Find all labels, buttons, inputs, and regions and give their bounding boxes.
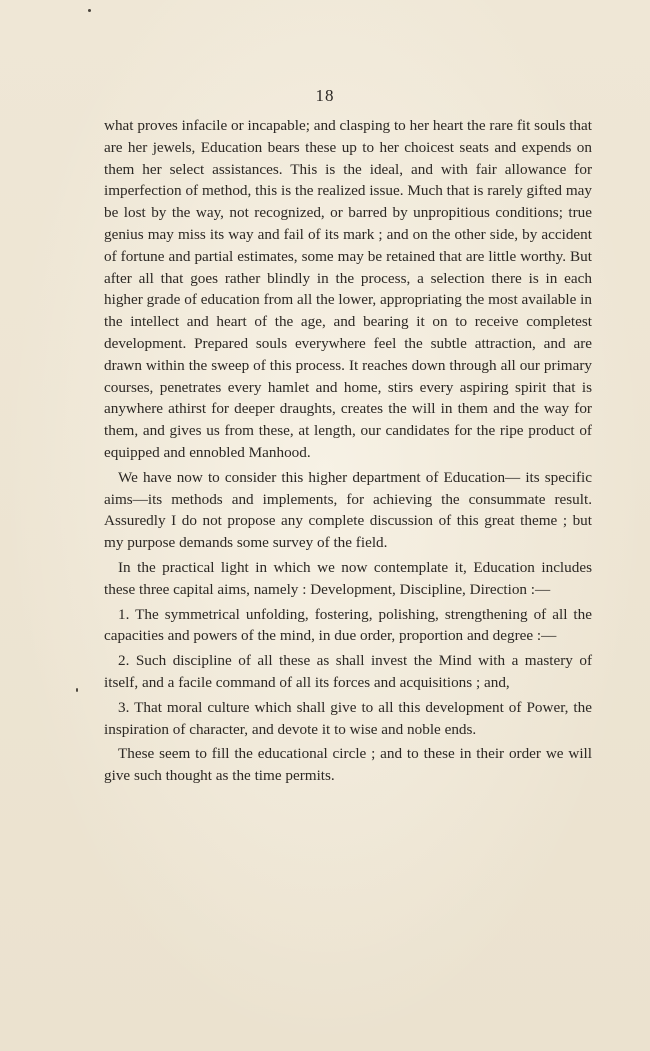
body-text <box>104 115 592 787</box>
paragraph-continuation: what proves infacile or incapable; and clasping to her heart the rare fit souls that are her jewels, Education bears these up to her choicest seats and expends on them her select assistances. This is the ideal, and with fair allowance for imperfection of method, this is the realized issue. Much that is rarely gifted may be lost by the way, not recognized, or barred by unpropitious conditions; true genius may miss its way and fail of its mark ; and on the other side, by accident of fortune and partial estimates, some may be retained that are little worthy. But after all that goes rather blindly in the process, a selection there is in each higher grade of education from all the lower, appropriating the most available in the intellect and heart of the age, and bearing it on to receive completest development. Prepared souls everywhere feel the subtle attraction, and are drawn within the sweep of this process. It reaches down through all our primary courses, penetrates every hamlet and home, stirs every aspiring spirit that is anywhere athirst for deeper draughts, creates the will in them and the way for them, and gives us from these, at length, our candidates for the ripe product of equipped and ennobled Manhood. <box>104 117 592 461</box>
list-item-discipline: 2. Such discipline of all these as shall invest the Mind with a mastery of itself, and a facile command of all its forces and acquisitions ; and, <box>104 652 592 691</box>
list-item-development: 1. The symmetrical unfolding, fostering, polishing, strengthening of all the capacities and powers of the mind, in due order, proportion and degree :— <box>104 605 592 645</box>
paragraph-capital-aims: In the practical light in which we now contemplate it, Education includes these three capital aims, namely : Development, Discipline, Direction :— <box>104 558 592 598</box>
paper-speck <box>88 9 91 12</box>
paragraph-higher-department: We have now to consider this higher department of Education— its specific aims—its methods and implements, for achieving the consummate result. Assuredly I do not propose any complete discussion of this great theme ; but my purpose demands some survey of the field. <box>104 468 592 552</box>
list-item-direction: 3. That moral culture which shall give to all this development of Power, the inspiration of character, and devote it to wise and noble ends. <box>104 698 592 738</box>
paragraph-closing: These seem to fill the educational circle ; and to these in their order we will give such thought as the time permits. <box>104 745 592 785</box>
page-number: 18 <box>315 86 335 105</box>
paper-speck <box>76 688 78 692</box>
